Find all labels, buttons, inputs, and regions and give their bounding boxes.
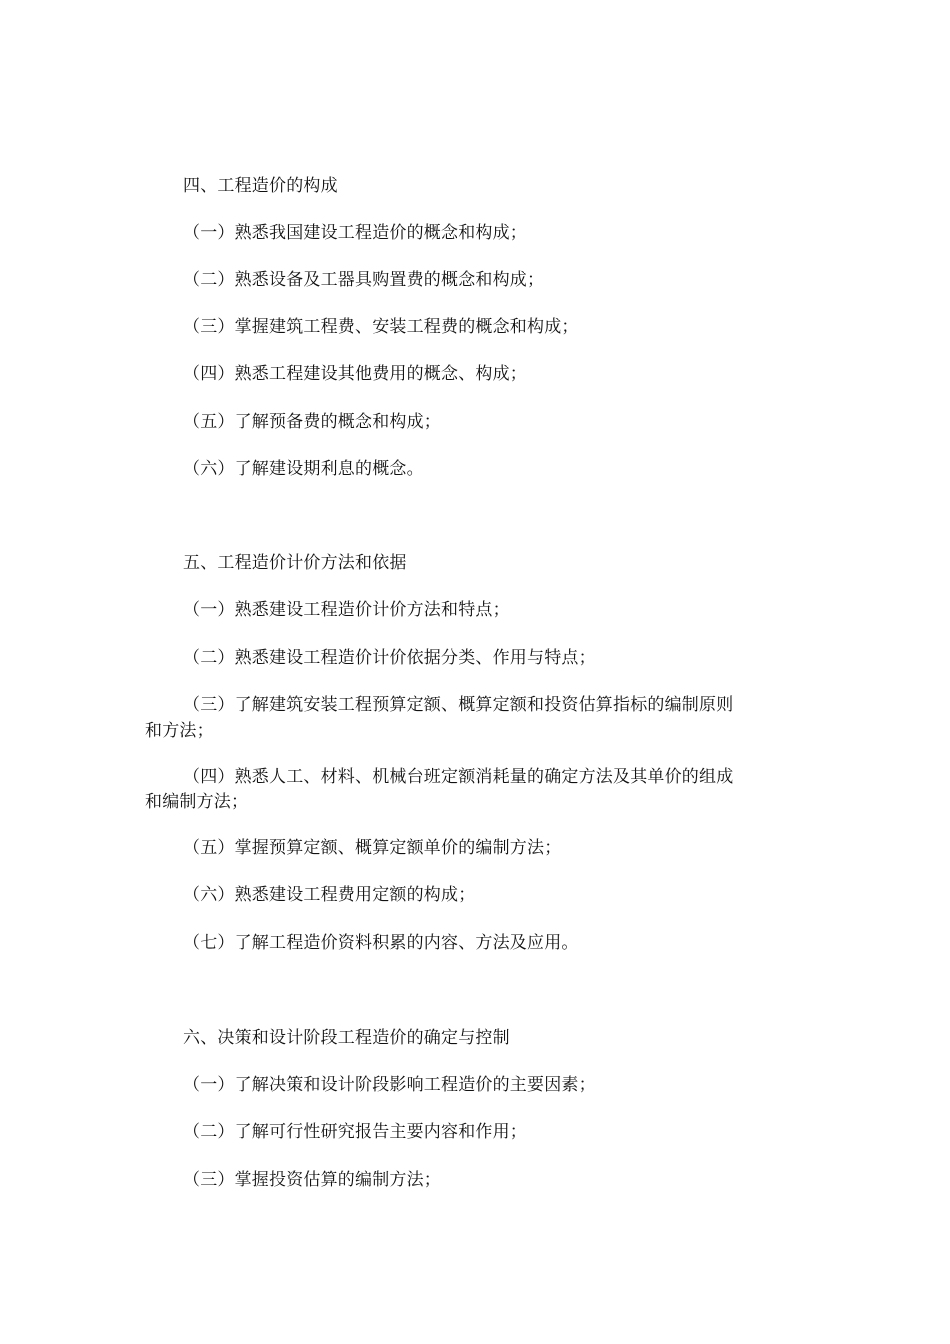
list-item: （一）熟悉我国建设工程造价的概念和构成； <box>183 223 527 243</box>
list-item: （一）熟悉建设工程造价计价方法和特点； <box>183 600 510 620</box>
list-item: （二）熟悉设备及工器具购置费的概念和构成； <box>183 270 545 290</box>
list-item: （三）掌握建筑工程费、安装工程费的概念和构成； <box>183 317 579 337</box>
list-item: （四）熟悉人工、材料、机械台班定额消耗量的确定方法及其单价的组成 <box>183 767 734 787</box>
list-item: （三）了解建筑安装工程预算定额、概算定额和投资估算指标的编制原则 <box>183 695 734 715</box>
list-item: （五）掌握预算定额、概算定额单价的编制方法； <box>183 838 562 858</box>
list-item: （七）了解工程造价资料积累的内容、方法及应用。 <box>183 933 579 953</box>
list-item-continuation: 和方法； <box>145 721 214 741</box>
list-item: （六）了解建设期利息的概念。 <box>183 459 424 479</box>
list-item: （六）熟悉建设工程费用定额的构成； <box>183 885 476 905</box>
list-item: （四）熟悉工程建设其他费用的概念、构成； <box>183 364 527 384</box>
list-item-continuation: 和编制方法； <box>145 792 249 812</box>
list-item: （三）掌握投资估算的编制方法； <box>183 1170 441 1190</box>
list-item: （二）熟悉建设工程造价计价依据分类、作用与特点； <box>183 648 596 668</box>
section-heading: 六、决策和设计阶段工程造价的确定与控制 <box>183 1028 510 1048</box>
section-heading: 四、工程造价的构成 <box>183 176 338 196</box>
section-heading: 五、工程造价计价方法和依据 <box>183 553 407 573</box>
list-item: （一）了解决策和设计阶段影响工程造价的主要因素； <box>183 1075 596 1095</box>
list-item: （五）了解预备费的概念和构成； <box>183 412 441 432</box>
list-item: （二）了解可行性研究报告主要内容和作用； <box>183 1122 527 1142</box>
